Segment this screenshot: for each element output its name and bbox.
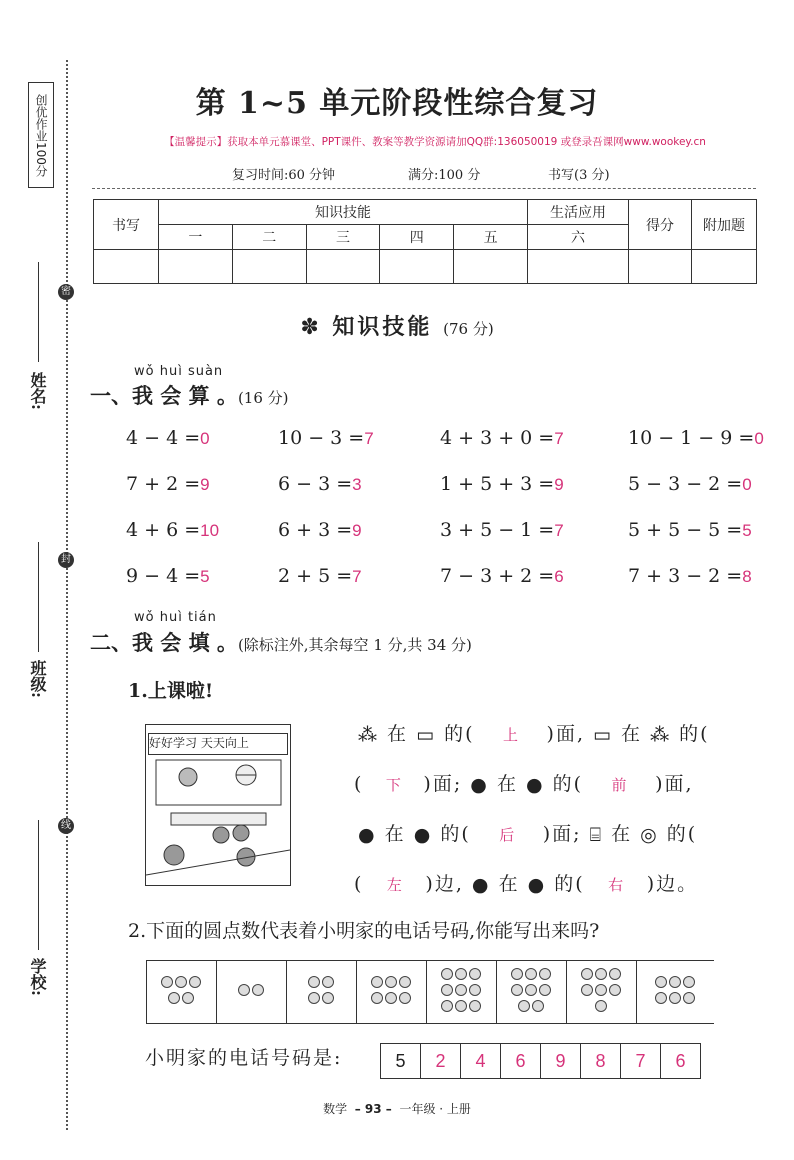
answer-blank[interactable]: 上 — [503, 727, 519, 744]
phone-digit[interactable]: 6 — [661, 1044, 701, 1079]
dot-box — [566, 961, 637, 1023]
desk-icon: ▭ — [593, 724, 613, 746]
fill-line-1: ⁂ 在 ▭ 的( 上 )面, ▭ 在 ⁂ 的( — [358, 723, 710, 746]
phone-digit[interactable]: 5 — [381, 1044, 421, 1079]
score-cell[interactable] — [692, 250, 757, 284]
dot — [189, 976, 201, 988]
score-cell[interactable] — [528, 250, 629, 284]
score-cell[interactable] — [380, 250, 454, 284]
dot — [469, 1000, 481, 1012]
student-icon: ● — [471, 874, 491, 896]
equation-answer[interactable]: 0 — [200, 429, 210, 448]
fill-line-4: ( 左 )边, ● 在 ● 的( 右 )边。 — [354, 873, 699, 896]
equation: 4 + 6 =10 — [126, 519, 220, 541]
globe-icon: ◎ — [640, 824, 659, 846]
dot — [595, 968, 607, 980]
dot — [252, 984, 264, 996]
dot-box — [146, 961, 217, 1023]
full-score: 满分:100 分 — [408, 168, 481, 183]
dot — [168, 992, 180, 1004]
phone-digits — [380, 1043, 701, 1079]
flower-icon: ✽ — [300, 315, 322, 340]
equation-answer[interactable]: 7 — [554, 429, 564, 448]
header-divider — [92, 188, 756, 189]
dot — [539, 984, 551, 996]
phone-digit[interactable]: 2 — [421, 1044, 461, 1079]
answer-blank[interactable]: 右 — [608, 877, 624, 894]
student-icon: ● — [526, 774, 545, 796]
score-col-score: 得分 — [629, 200, 692, 250]
dot — [322, 992, 334, 1004]
student-icon: ● — [358, 824, 377, 846]
answer-blank[interactable]: 下 — [385, 777, 401, 794]
equation-answer[interactable]: 7 — [352, 567, 362, 586]
score-sub-6: 六 — [528, 225, 629, 250]
dot — [455, 984, 467, 996]
q2-part1-label: 1.上课啦! — [128, 680, 214, 702]
class-line — [38, 542, 39, 652]
dot-box — [496, 961, 567, 1023]
equation-answer[interactable]: 8 — [742, 567, 752, 586]
dot — [669, 992, 681, 1004]
score-sub-4: 四 — [380, 225, 454, 250]
q1-pinyin: wǒ huì suàn — [134, 364, 224, 379]
equation: 7 − 3 + 2 =6 — [440, 565, 564, 587]
dot — [595, 1000, 607, 1012]
phone-digit[interactable]: 7 — [621, 1044, 661, 1079]
writing-score: 书写(3 分) — [548, 168, 610, 183]
section-title: ✽ 知识技能 (76 分) — [300, 315, 494, 340]
q2-part2-label: 2.下面的圆点数代表着小明家的电话号码,你能写出来吗? — [128, 920, 600, 942]
dot — [581, 968, 593, 980]
dot — [683, 976, 695, 988]
phone-label: 小明家的电话号码是: — [145, 1047, 343, 1069]
dot — [455, 968, 467, 980]
equation: 7 + 2 =9 — [126, 473, 210, 495]
dot — [371, 992, 383, 1004]
score-table — [93, 199, 757, 284]
dot — [539, 968, 551, 980]
seal-mark-feng: 封 — [58, 552, 74, 568]
dot-box — [426, 961, 497, 1023]
answer-blank[interactable]: 后 — [499, 827, 515, 844]
equation-answer[interactable]: 7 — [554, 521, 564, 540]
equation: 1 + 5 + 3 =9 — [440, 473, 564, 495]
dot — [511, 968, 523, 980]
review-time: 复习时间:60 分钟 — [232, 168, 336, 183]
equation: 3 + 5 − 1 =7 — [440, 519, 564, 541]
fill-line-2: ( 下 )面; ● 在 ● 的( 前 )面, — [354, 773, 694, 796]
equation: 4 − 4 =0 — [126, 427, 210, 449]
q2-heading: 二、我 会 填 。(除标注外,其余每空 1 分,共 34 分) — [90, 630, 472, 655]
dot — [683, 992, 695, 1004]
dot — [385, 976, 397, 988]
score-col-bonus: 附加题 — [692, 200, 757, 250]
dot — [308, 992, 320, 1004]
dot — [455, 1000, 467, 1012]
dot-box — [356, 961, 427, 1023]
score-cell[interactable] — [454, 250, 528, 284]
dot — [175, 976, 187, 988]
phone-digit[interactable]: 4 — [461, 1044, 501, 1079]
score-cell[interactable] — [629, 250, 692, 284]
classroom-picture — [145, 724, 291, 886]
score-col-writing: 书写 — [94, 200, 159, 250]
equation: 5 + 5 − 5 =5 — [628, 519, 752, 541]
equation-answer[interactable]: 10 — [200, 521, 220, 540]
equation: 6 + 3 =9 — [278, 519, 362, 541]
book-icon: ⁂ — [650, 724, 672, 746]
school-line — [38, 820, 39, 950]
seal-mark-mi: 密 — [58, 284, 74, 300]
student-icon: ● — [413, 824, 433, 846]
dot — [182, 992, 194, 1004]
dot — [399, 992, 411, 1004]
q2-pinyin: wǒ huì tián — [134, 610, 217, 625]
equation-answer[interactable]: 0 — [742, 475, 752, 494]
dot — [532, 1000, 544, 1012]
phone-digit[interactable]: 6 — [501, 1044, 541, 1079]
phone-digit[interactable]: 8 — [581, 1044, 621, 1079]
score-sub-2: 二 — [232, 225, 306, 250]
dot — [525, 984, 537, 996]
student-icon: ● — [470, 774, 489, 796]
equation-answer[interactable]: 5 — [200, 567, 210, 586]
dot — [441, 1000, 453, 1012]
equation-answer[interactable]: 6 — [554, 567, 564, 586]
dot — [469, 984, 481, 996]
answer-blank[interactable]: 左 — [386, 877, 402, 894]
equation-answer[interactable]: 3 — [352, 475, 362, 494]
name-label: 姓名: — [28, 372, 47, 410]
dot — [609, 968, 621, 980]
page-title: 第 1~5 单元阶段性综合复习 — [195, 86, 599, 121]
score-cell[interactable] — [232, 250, 306, 284]
dot — [609, 984, 621, 996]
dot — [161, 976, 173, 988]
school-label: 学校: — [28, 958, 47, 996]
score-sub-1: 一 — [159, 225, 233, 250]
dot-box — [216, 961, 287, 1023]
dot — [655, 976, 667, 988]
equation-answer[interactable]: 7 — [364, 429, 374, 448]
dot — [371, 976, 383, 988]
classroom-illustration — [146, 755, 290, 885]
dot-box — [636, 961, 715, 1023]
dot-boxes — [146, 960, 714, 1024]
score-cell[interactable] — [94, 250, 159, 284]
score-cell[interactable] — [159, 250, 233, 284]
dot — [581, 984, 593, 996]
phone-digit[interactable]: 9 — [541, 1044, 581, 1079]
book-icon: ⁂ — [358, 724, 379, 746]
score-cell[interactable] — [306, 250, 380, 284]
fill-line-3: ● 在 ● 的( 后 )面; ⌸ 在 ◎ 的( — [358, 823, 698, 846]
class-label: 班级: — [28, 660, 47, 698]
dot — [595, 984, 607, 996]
score-col-life: 生活应用 — [528, 200, 629, 225]
dot — [238, 984, 250, 996]
student-icon: ● — [527, 874, 547, 896]
brand-stamp: 创优作业100分 — [28, 82, 54, 188]
dot — [441, 968, 453, 980]
equation-answer[interactable]: 5 — [742, 521, 752, 540]
equation: 4 + 3 + 0 =7 — [440, 427, 564, 449]
tip-banner: 【温馨提示】获取本单元慕课堂、PPT课件、教案等教学资源请加QQ群:136050019 或登录吾课网www.wookey.cn — [164, 136, 706, 148]
seal-mark-xian: 线 — [58, 818, 74, 834]
equation: 10 − 3 =7 — [278, 427, 374, 449]
dot — [385, 992, 397, 1004]
dot-box — [286, 961, 357, 1023]
equation: 10 − 1 − 9 =0 — [628, 427, 764, 449]
binding-dash-line — [66, 60, 68, 1130]
dot — [655, 992, 667, 1004]
q1-heading: 一、我 会 算 。(16 分) — [90, 383, 289, 408]
page-footer: 数学 – 93 – 一年级 · 上册 — [323, 1102, 471, 1116]
answer-blank[interactable]: 前 — [611, 777, 627, 794]
score-col-knowledge: 知识技能 — [159, 200, 528, 225]
dot — [399, 976, 411, 988]
dot — [669, 976, 681, 988]
equation-answer[interactable]: 9 — [352, 521, 362, 540]
equation: 2 + 5 =7 — [278, 565, 362, 587]
equation: 5 − 3 − 2 =0 — [628, 473, 752, 495]
equation: 7 + 3 − 2 =8 — [628, 565, 752, 587]
classroom-banner: 好好学习 天天向上 — [148, 733, 288, 755]
dot — [308, 976, 320, 988]
equation-answer[interactable]: 9 — [554, 475, 564, 494]
equation-answer[interactable]: 0 — [754, 429, 764, 448]
score-sub-5: 五 — [454, 225, 528, 250]
equation-answer[interactable]: 9 — [200, 475, 210, 494]
dot — [518, 1000, 530, 1012]
dot — [525, 968, 537, 980]
score-sub-3: 三 — [306, 225, 380, 250]
dot — [441, 984, 453, 996]
equation: 9 − 4 =5 — [126, 565, 210, 587]
desk-icon: ▭ — [416, 724, 437, 746]
computer-icon: ⌸ — [589, 824, 604, 846]
dot — [511, 984, 523, 996]
equation: 6 − 3 =3 — [278, 473, 362, 495]
dot — [469, 968, 481, 980]
dot — [322, 976, 334, 988]
